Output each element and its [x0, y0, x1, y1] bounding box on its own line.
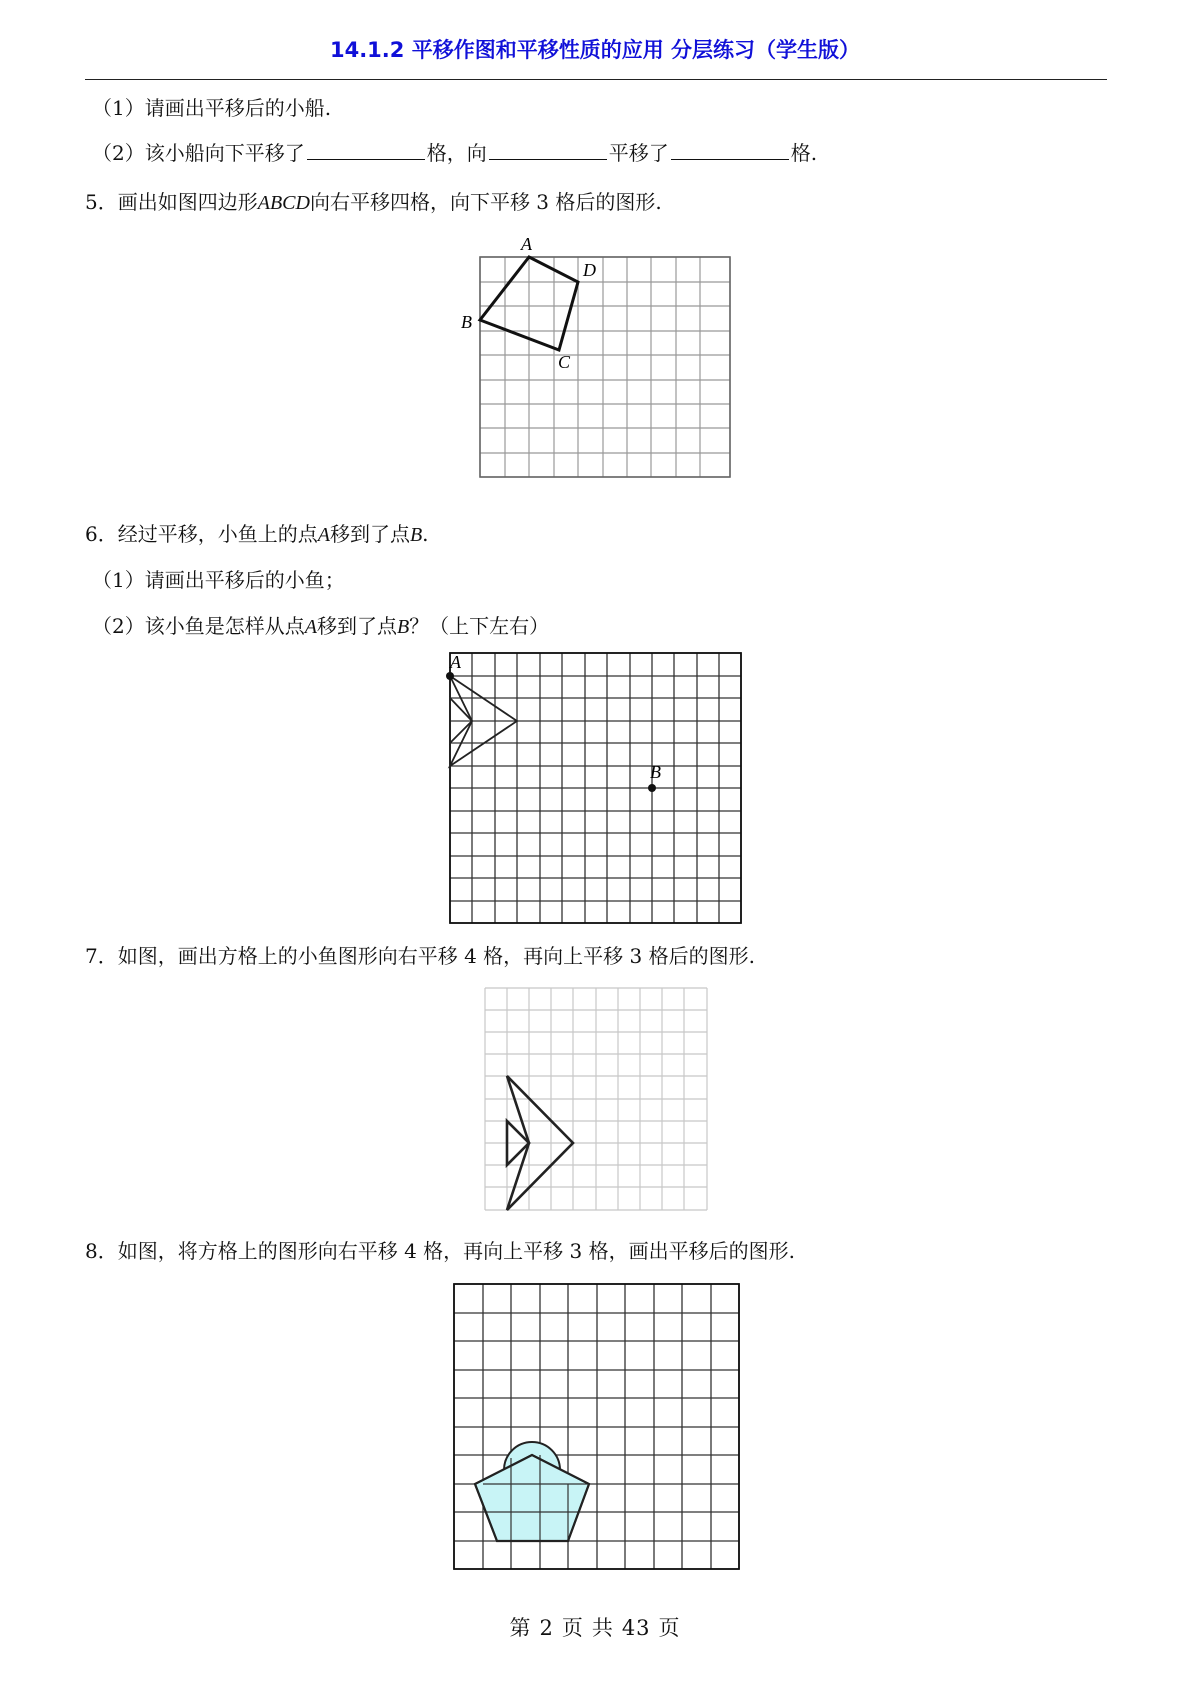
q8-prompt: [85, 1235, 795, 1264]
q5-figure-grid: [455, 230, 745, 496]
q8-figure-grid: [450, 1280, 742, 1572]
q6-text-b: 移到了点: [329, 522, 410, 546]
point-a-dot: [446, 672, 454, 680]
q5-label-a: A: [521, 234, 532, 254]
footer-word-4: 页: [658, 1616, 681, 1640]
q5-number: 5．: [85, 190, 118, 214]
q5-label-b: B: [461, 312, 472, 332]
q6-text-a: 经过平移，小鱼上的点: [117, 522, 318, 546]
footer-page-number: 2: [539, 1616, 554, 1640]
q6-sub1: （1）请画出平移后的小鱼；: [92, 568, 345, 592]
q5-prompt: [85, 186, 662, 215]
point-b-dot: [648, 784, 656, 792]
q7-prompt: [85, 940, 755, 969]
blank-direction[interactable]: [489, 141, 607, 160]
q7-text: 如图，画出方格上的小鱼图形向右平移 4 格，再向上平移 3 格后的图形.: [117, 944, 755, 968]
q6-sub2-point-b: B: [396, 616, 410, 638]
q6-point-b: B: [409, 524, 423, 546]
q4-sub1: （1）请画出平移后的小船.: [92, 96, 332, 120]
q6-fig-label-b: B: [650, 762, 661, 782]
blank-cols[interactable]: [671, 141, 789, 160]
q8-text: 如图，将方格上的图形向右平移 4 格，再向上平移 3 格，画出平移后的图形.: [117, 1239, 795, 1263]
q4-sub2-text-d: 格.: [790, 141, 818, 165]
q4-sub2: [92, 137, 817, 166]
q6-sub2-point-a: A: [304, 616, 317, 638]
q5-label-d: D: [583, 260, 596, 280]
q6-figure-grid: [445, 648, 745, 924]
q8-number: 8．: [85, 1239, 118, 1263]
q6-point-a: A: [317, 524, 330, 546]
q5-text-b: 向右平移四格，向下平移 3 格后的图形.: [309, 190, 662, 214]
header-divider: [85, 79, 1107, 80]
q6-fig-label-a: A: [450, 652, 461, 672]
q6-number: 6．: [85, 522, 118, 546]
footer-word-1: 第: [509, 1616, 532, 1640]
q4-sub2-text-b: 格，向: [426, 141, 487, 165]
page-footer: [0, 1612, 1190, 1642]
footer-total-pages: 43: [621, 1616, 651, 1640]
q4-sub2-text-c: 平移了: [608, 141, 669, 165]
q5-quad-name: ABCD: [257, 192, 310, 214]
q5-label-c: C: [558, 352, 571, 372]
pentagon-with-semicircle: [475, 1442, 589, 1541]
q6-sub2-text-b: 移到了点: [316, 614, 397, 638]
blank-rows-down[interactable]: [307, 141, 425, 160]
q5-text-a: 画出如图四边形: [117, 190, 258, 214]
q7-figure-grid: [482, 985, 710, 1213]
q6-text-c: .: [422, 522, 429, 546]
footer-word-2: 页: [561, 1616, 584, 1640]
q6-sub2: [92, 610, 549, 639]
q7-number: 7．: [85, 944, 118, 968]
page-header-title: 14.1.2 平移作图和平移性质的应用 分层练习（学生版）: [329, 38, 861, 62]
q6-prompt: [85, 518, 429, 547]
q6-sub2-text-a: （2）该小鱼是怎样从点: [92, 614, 305, 638]
q6-sub2-text-c: ？（上下左右）: [409, 614, 550, 638]
q4-sub2-text-a: （2）该小船向下平移了: [92, 141, 305, 165]
footer-word-3: 共: [591, 1616, 614, 1640]
